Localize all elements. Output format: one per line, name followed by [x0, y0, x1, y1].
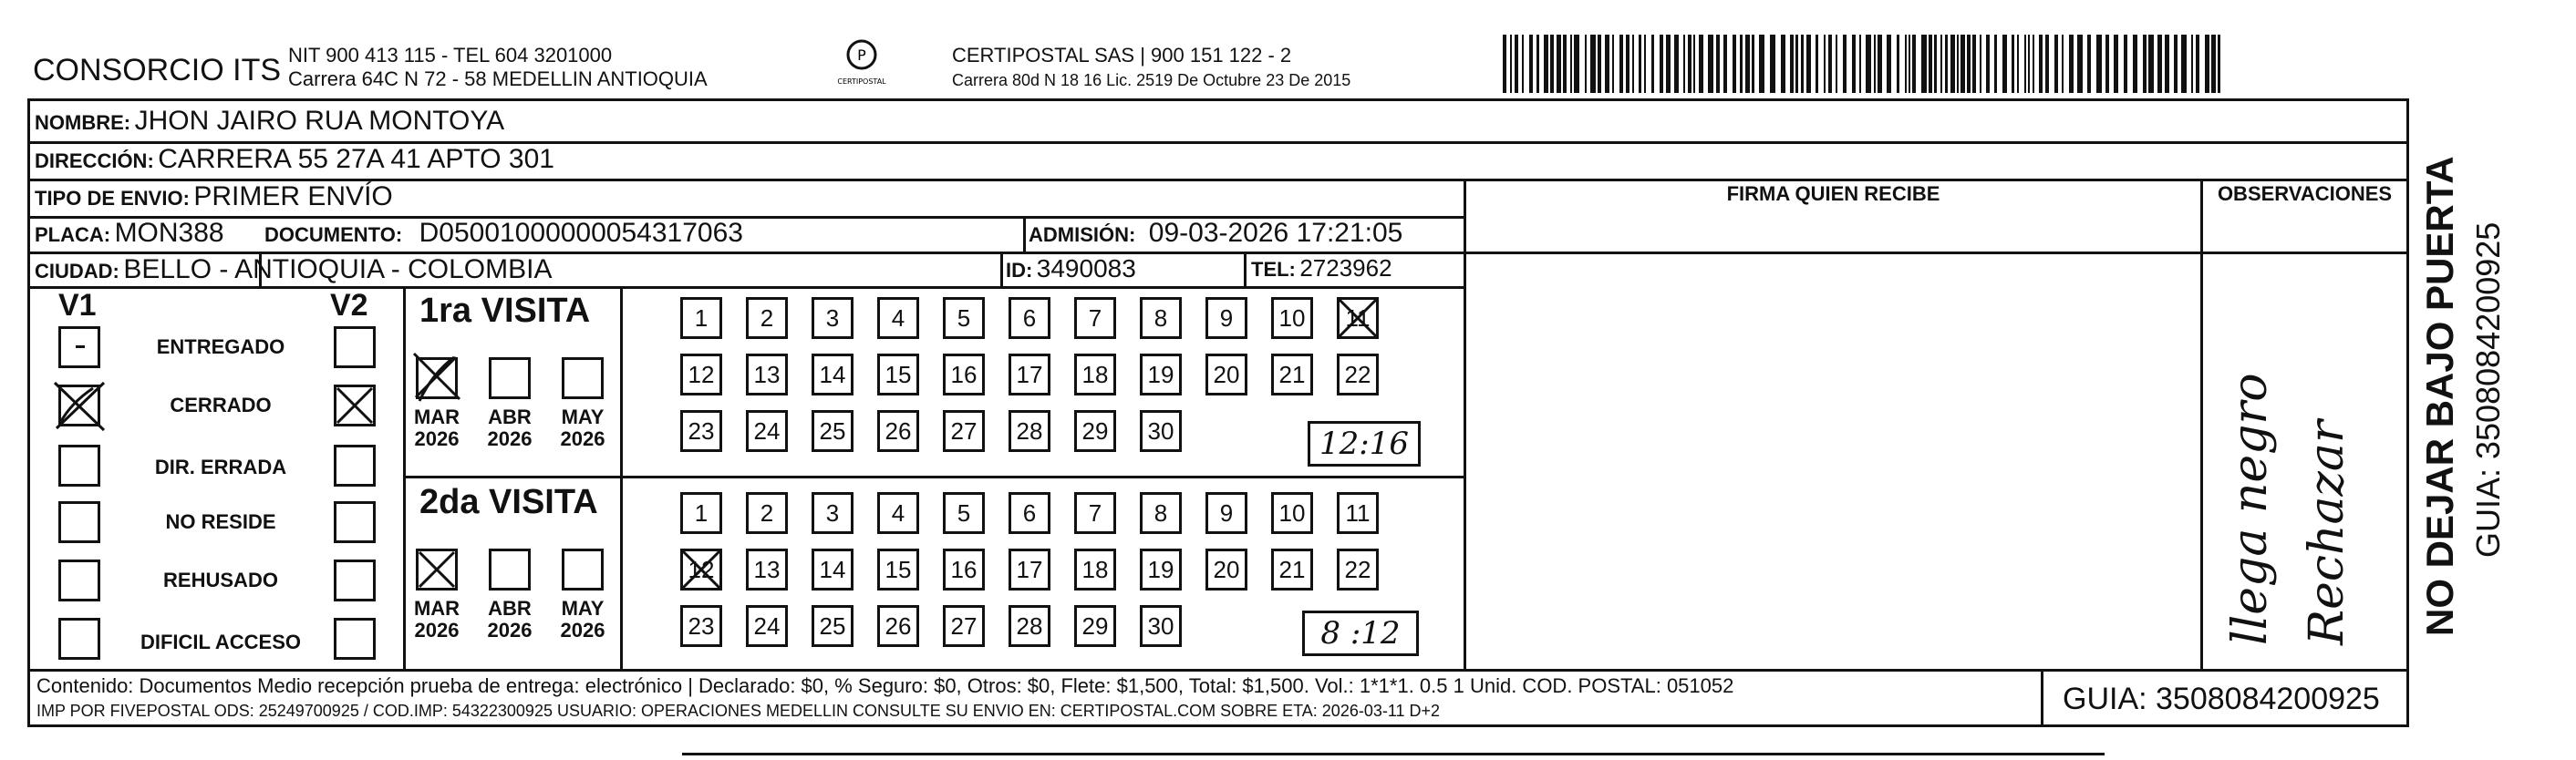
v1-month-abr-label: ABR 2026 [487, 406, 533, 450]
first-visit-day-10[interactable]: 10 [1271, 297, 1313, 339]
v1-month-mar-checkbox[interactable] [416, 357, 458, 399]
v2-dificil-acceso-checkbox[interactable] [334, 618, 376, 660]
tel-value: 2723962 [1299, 254, 1392, 282]
v2-month-abr-label: ABR 2026 [487, 597, 533, 642]
tipo-value: PRIMER ENVÍO [193, 181, 393, 211]
ciudad-value: BELLO - ANTIOQUIA - COLOMBIA [123, 254, 553, 284]
v1-cerrado-checkbox[interactable] [58, 385, 100, 426]
second-visit-day-6[interactable]: 6 [1009, 492, 1050, 534]
placa-value: MON388 [114, 218, 224, 248]
id-label: ID: [1006, 259, 1033, 282]
ciudad-row [35, 254, 552, 285]
first-visit-day-17[interactable]: 17 [1009, 354, 1050, 395]
second-visit-day-5[interactable]: 5 [943, 492, 985, 534]
svg-text:P: P [857, 46, 866, 64]
second-visit-day-12[interactable]: 12 [680, 549, 722, 591]
second-visit-day-23[interactable]: 23 [680, 605, 722, 647]
first-visit-day-9[interactable]: 9 [1205, 297, 1247, 339]
first-visit-day-13[interactable]: 13 [746, 354, 788, 395]
admision-value: 09-03-2026 17:21:05 [1148, 218, 1403, 248]
second-visit-day-27[interactable]: 27 [943, 605, 985, 647]
second-visit-day-22[interactable]: 22 [1337, 549, 1379, 591]
id-value: 3490083 [1036, 254, 1136, 282]
option-dificil-acceso: DIFICIL ACCESO [140, 631, 301, 653]
documento-label: DOCUMENTO: [264, 223, 403, 246]
nombre-row [35, 106, 504, 137]
second-visit-day-7[interactable]: 7 [1074, 492, 1116, 534]
v2-month-may-label: MAY 2026 [560, 597, 605, 642]
second-visit-day-4[interactable]: 4 [877, 492, 919, 534]
v1-label: V1 [58, 288, 97, 323]
v2-label: V2 [330, 288, 368, 323]
nombre-label: NOMBRE: [35, 111, 131, 134]
second-visit-time: 8 :12 [1302, 611, 1419, 656]
second-visit-day-30[interactable]: 30 [1140, 605, 1182, 647]
second-visit-day-18[interactable]: 18 [1074, 549, 1116, 591]
first-visit-day-24[interactable]: 24 [746, 410, 788, 452]
first-visit-day-15[interactable]: 15 [877, 354, 919, 395]
first-visit-day-2[interactable]: 2 [746, 297, 788, 339]
v2-dir-errada-checkbox[interactable] [334, 445, 376, 487]
company-address: Carrera 64C N 72 - 58 MEDELLIN ANTIOQUIA [288, 67, 708, 90]
observation-handwriting-2: Rechazar [2300, 420, 2354, 645]
v2-month-abr-checkbox[interactable] [489, 549, 531, 591]
documento-row [264, 218, 743, 249]
v2-cerrado-checkbox[interactable] [334, 385, 376, 426]
company-name: CONSORCIO ITS [33, 53, 282, 87]
first-visit-day-3[interactable]: 3 [812, 297, 853, 339]
tipo-label: TIPO DE ENVIO: [35, 187, 190, 210]
first-visit-day-30[interactable]: 30 [1140, 410, 1182, 452]
no-dejar-warning: NO DEJAR BAJO PUERTA [2418, 156, 2461, 636]
second-visit-day-2[interactable]: 2 [746, 492, 788, 534]
first-visit-day-22[interactable]: 22 [1337, 354, 1379, 395]
v1-month-may-label: MAY 2026 [560, 406, 605, 450]
v2-entregado-checkbox[interactable] [334, 326, 376, 368]
v2-month-mar-checkbox[interactable] [416, 549, 458, 591]
second-visit-day-3[interactable]: 3 [812, 492, 853, 534]
option-no-reside: NO RESIDE [165, 510, 276, 533]
v1-month-mar-label: MAR 2026 [413, 406, 460, 450]
admision-label: ADMISIÓN: [1029, 223, 1136, 246]
firma-label: FIRMA QUIEN RECIBE [1726, 182, 1940, 205]
guia-vertical: GUIA: 3508084200925 [2469, 221, 2507, 558]
footer-content-line: Contenido: Documentos Medio recepción prueba de entrega: electrónico | Declarado: $0, % Seguro: $0, Otros: $0, Flete: $1,500, Total: $1,500. Vol.: 1*1*1. 0.5 1 Unid. COD. POSTAL: 051052 [36, 674, 1734, 697]
direccion-value: CARRERA 55 27A 41 APTO 301 [158, 144, 554, 174]
first-visit-day-7[interactable]: 7 [1074, 297, 1116, 339]
v1-month-may-checkbox[interactable] [562, 357, 604, 399]
second-visit-day-19[interactable]: 19 [1140, 549, 1182, 591]
first-visit-day-6[interactable]: 6 [1009, 297, 1050, 339]
footer-print-line: IMP POR FIVEPOSTAL ODS: 25249700925 / COD.IMP: 54322300925 USUARIO: OPERACIONES MEDELLIN CONSULTE SU ENVIO EN: CERTIPOSTAL.COM SOBRE ETA: 2026-03-11 D+2 [36, 702, 1441, 720]
placa-row [35, 218, 224, 249]
v2-no-reside-checkbox[interactable] [334, 501, 376, 543]
v2-month-mar-label: MAR 2026 [413, 597, 460, 642]
v1-no-reside-checkbox[interactable] [58, 501, 100, 543]
first-visit-day-11[interactable]: 11 [1337, 297, 1379, 339]
second-visit-day-17[interactable]: 17 [1009, 549, 1050, 591]
direccion-row [35, 144, 554, 175]
second-visit-day-9[interactable]: 9 [1205, 492, 1247, 534]
v1-month-abr-checkbox[interactable] [489, 357, 531, 399]
second-visit-day-14[interactable]: 14 [812, 549, 853, 591]
footer-guia: GUIA: 3508084200925 [2063, 682, 2380, 716]
first-visit-day-18[interactable]: 18 [1074, 354, 1116, 395]
first-visit-day-16[interactable]: 16 [943, 354, 985, 395]
first-visit-day-8[interactable]: 8 [1140, 297, 1182, 339]
nombre-value: JHON JAIRO RUA MONTOYA [134, 106, 505, 136]
admision-row [1029, 218, 1402, 249]
tipo-row [35, 181, 393, 212]
first-visit-day-5[interactable]: 5 [943, 297, 985, 339]
first-visit-day-19[interactable]: 19 [1140, 354, 1182, 395]
second-visit-day-11[interactable]: 11 [1337, 492, 1379, 534]
carrier-name: CERTIPOSTAL SAS | 900 151 122 - 2 [952, 44, 1292, 67]
first-visit-label: 1ra VISITA [419, 292, 591, 330]
v2-rehusado-checkbox[interactable] [334, 560, 376, 601]
first-visit-day-14[interactable]: 14 [812, 354, 853, 395]
second-visit-day-1[interactable]: 1 [680, 492, 722, 534]
first-visit-day-12[interactable]: 12 [680, 354, 722, 395]
first-visit-time: 12:16 [1308, 421, 1421, 467]
second-visit-day-8[interactable]: 8 [1140, 492, 1182, 534]
observation-handwriting-1: llega negro [2223, 373, 2278, 645]
second-visit-day-13[interactable]: 13 [746, 549, 788, 591]
second-visit-day-20[interactable]: 20 [1205, 549, 1247, 591]
second-visit-day-25[interactable]: 25 [812, 605, 853, 647]
first-visit-day-27[interactable]: 27 [943, 410, 985, 452]
first-visit-day-28[interactable]: 28 [1009, 410, 1050, 452]
observaciones-label: OBSERVACIONES [2217, 182, 2393, 205]
second-visit-day-10[interactable]: 10 [1271, 492, 1313, 534]
first-visit-day-29[interactable]: 29 [1074, 410, 1116, 452]
option-entregado: ENTREGADO [156, 335, 285, 358]
ciudad-label: CIUDAD: [35, 260, 119, 282]
option-cerrado: CERRADO [170, 394, 272, 416]
second-visit-day-15[interactable]: 15 [877, 549, 919, 591]
v1-rehusado-checkbox[interactable] [58, 560, 100, 601]
svg-text:CERTIPOSTAL: CERTIPOSTAL [837, 77, 886, 86]
first-visit-day-20[interactable]: 20 [1205, 354, 1247, 395]
first-visit-day-23[interactable]: 23 [680, 410, 722, 452]
v1-entregado-checkbox[interactable] [58, 326, 100, 368]
first-visit-day-21[interactable]: 21 [1271, 354, 1313, 395]
tel-label: TEL: [1251, 258, 1296, 281]
second-visit-day-24[interactable]: 24 [746, 605, 788, 647]
second-visit-day-26[interactable]: 26 [877, 605, 919, 647]
second-visit-day-21[interactable]: 21 [1271, 549, 1313, 591]
barcode [1503, 35, 2225, 93]
v1-dificil-acceso-checkbox[interactable] [58, 618, 100, 660]
id-row [1006, 254, 1136, 283]
first-visit-day-26[interactable]: 26 [877, 410, 919, 452]
carrier-license: Carrera 80d N 18 16 Lic. 2519 De Octubre 23 De 2015 [952, 71, 1351, 89]
second-visit-day-16[interactable]: 16 [943, 549, 985, 591]
option-dir-errada: DIR. ERRADA [154, 456, 287, 478]
second-visit-day-28[interactable]: 28 [1009, 605, 1050, 647]
certipostal-logo [832, 36, 892, 89]
second-visit-label: 2da VISITA [419, 483, 598, 521]
first-visit-day-25[interactable]: 25 [812, 410, 853, 452]
direccion-label: DIRECCIÓN: [35, 149, 154, 172]
first-visit-day-1[interactable]: 1 [680, 297, 722, 339]
v2-month-may-checkbox[interactable] [562, 549, 604, 591]
placa-label: PLACA: [35, 223, 111, 246]
second-visit-day-29[interactable]: 29 [1074, 605, 1116, 647]
company-nit: NIT 900 413 115 - TEL 604 3201000 [288, 44, 613, 67]
option-rehusado: REHUSADO [163, 569, 278, 591]
documento-value: D05001000000054317063 [419, 218, 743, 248]
v1-dir-errada-checkbox[interactable] [58, 445, 100, 487]
first-visit-day-4[interactable]: 4 [877, 297, 919, 339]
tel-row [1251, 254, 1392, 282]
